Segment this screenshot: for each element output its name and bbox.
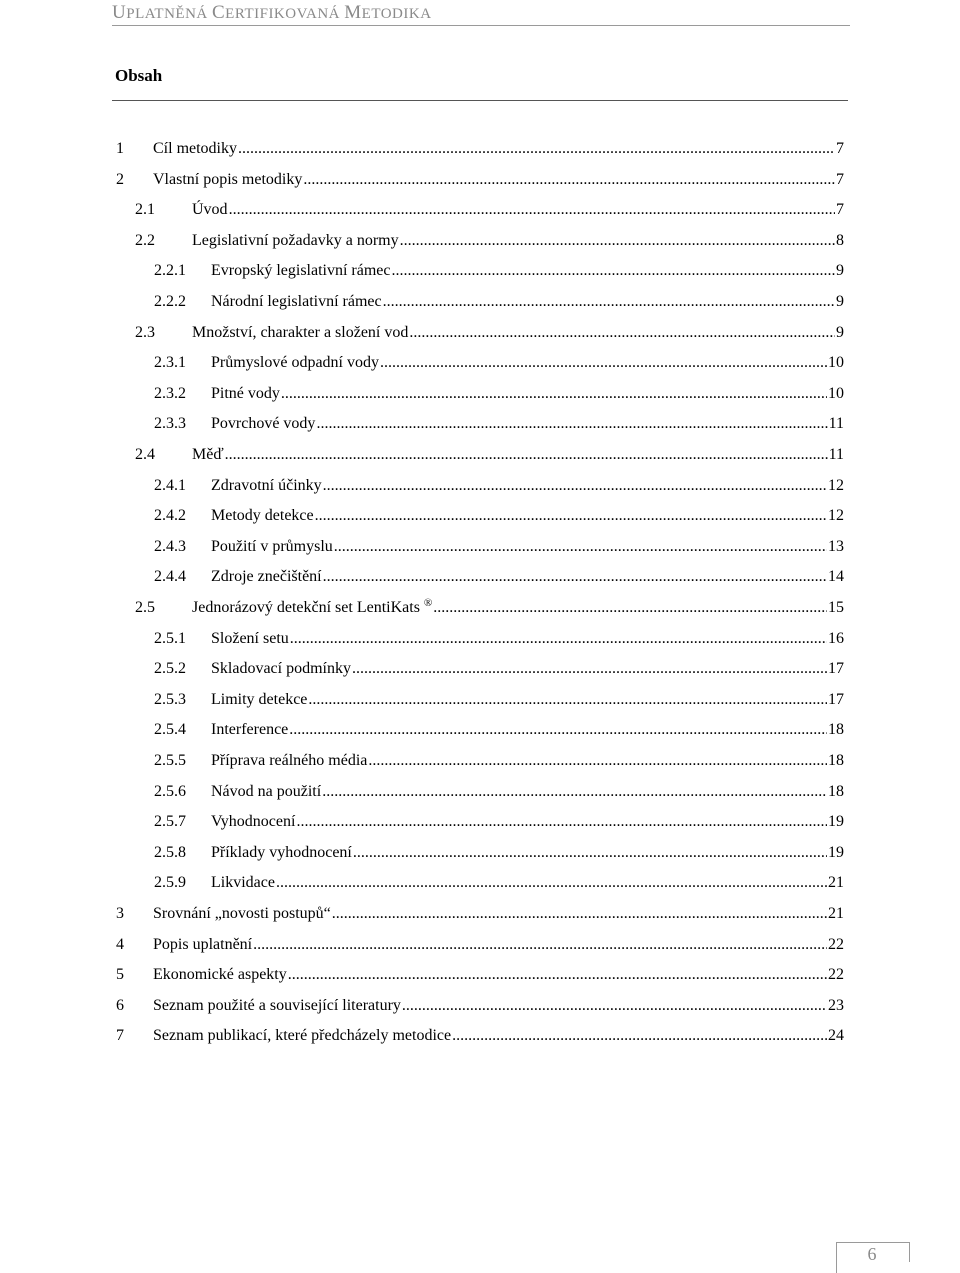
toc-entry-page: 7 (836, 140, 844, 157)
toc-entry-title (153, 168, 302, 192)
toc-entry-title-text: Interference (211, 721, 289, 739)
toc-entry-page: 9 (836, 293, 844, 310)
toc-entry-number: 2.5.2 (154, 660, 186, 678)
toc-leader-dots (308, 688, 827, 712)
toc-entry[interactable] (116, 1024, 844, 1048)
toc-entry-page: 10 (828, 354, 844, 372)
toc-entry-title-text: Vyhodnocení (211, 813, 296, 831)
toc-entry-title-text: Evropský legislativní rámec (211, 262, 391, 280)
toc-entry-number: 2.4.3 (154, 537, 186, 555)
toc-entry-title (211, 412, 315, 436)
running-header (112, 0, 432, 26)
toc-entry-title (211, 382, 280, 406)
toc-entry-title (153, 1024, 451, 1048)
toc-entry-title (211, 535, 333, 559)
toc-leader-dots (392, 259, 835, 283)
toc-leader-dots (380, 351, 827, 375)
toc-leader-dots (452, 1024, 827, 1048)
toc-entry-number: 2.1 (135, 201, 155, 219)
toc-entry-title (211, 718, 288, 742)
toc-entry-number: 2.5.9 (154, 874, 186, 892)
toc-entry[interactable] (154, 688, 844, 712)
toc-entry[interactable] (154, 810, 844, 834)
toc-entry[interactable] (154, 841, 844, 865)
toc-entry-title (211, 627, 289, 651)
toc-entry-title-text: Návod na použití (211, 782, 322, 800)
toc-entry-page: 16 (828, 629, 844, 647)
toc-entry-page: 21 (828, 905, 844, 922)
toc-entry-page: 19 (828, 813, 844, 831)
toc-entry-number: 2.5.4 (154, 721, 186, 739)
toc-entry-title-text: Likvidace (211, 874, 275, 892)
toc-entry-page: 11 (828, 415, 844, 433)
header-part-1: CERTIFIKOVANÁ (211, 2, 345, 23)
toc-entry-title-text: Úvod (192, 201, 228, 219)
toc-entry-page: 7 (836, 170, 844, 188)
toc-entry[interactable] (116, 963, 844, 987)
toc-entry-number: 2 (116, 170, 124, 188)
toc-leader-dots (316, 412, 827, 436)
toc-entry-number: 2.3 (135, 323, 155, 341)
toc-entry-title-text: Seznam publikací, které předcházely metodice (153, 1027, 452, 1045)
toc-entry-number: 2.5.5 (154, 752, 186, 769)
toc-entry-title-text: Množství, charakter a složení vod (192, 323, 409, 341)
toc-entry[interactable] (154, 290, 844, 314)
toc-entry[interactable] (154, 474, 844, 498)
toc-leader-dots (402, 994, 827, 1018)
toc-leader-dots (332, 902, 827, 926)
toc-leader-dots (352, 657, 827, 681)
toc-entry[interactable] (116, 933, 844, 957)
toc-entry-title (211, 474, 322, 498)
toc-entry-title (153, 963, 287, 987)
toc-entry-number: 2.2.1 (154, 262, 186, 280)
toc-entry[interactable] (116, 137, 844, 161)
toc-leader-dots (238, 137, 835, 161)
toc-leader-dots (229, 198, 835, 222)
toc-leader-dots (322, 780, 827, 804)
toc-entry-page: 18 (828, 782, 844, 800)
toc-leader-dots (323, 474, 827, 498)
toc-entry-number: 2.5 (135, 599, 155, 616)
toc-entry-page: 18 (828, 721, 844, 739)
toc-entry-title (153, 994, 401, 1018)
toc-entry-title-text: Vlastní popis metodiky (153, 170, 303, 188)
toc-entry-title-text: Pitné vody (211, 384, 280, 402)
toc-entry-title (153, 933, 252, 957)
toc-entry-title-text: Seznam použité a související literatury (153, 996, 401, 1014)
toc-leader-dots (383, 290, 835, 314)
toc-leader-dots (334, 535, 827, 559)
toc-entry[interactable] (154, 382, 844, 406)
toc-entry-title-text: Jednorázový detekční set LentiKats (192, 599, 420, 616)
toc-entry[interactable] (116, 994, 844, 1018)
toc-entry[interactable] (135, 229, 844, 253)
toc-entry-page: 12 (828, 476, 844, 494)
toc-entry-title (211, 780, 321, 804)
toc-leader-dots (225, 443, 828, 467)
toc-entry-title (211, 290, 382, 314)
toc-entry-number: 5 (116, 966, 124, 984)
toc-entry-page: 13 (828, 537, 844, 555)
toc-entry[interactable] (154, 871, 844, 895)
toc-entry-title-text: Měď (192, 446, 224, 463)
toc-entry-page: 7 (836, 201, 844, 219)
toc-entry-page: 9 (836, 323, 844, 341)
toc-entry-title-text: Příprava reálného média (211, 752, 368, 769)
toc-entry[interactable] (154, 259, 844, 283)
toc-leader-dots (253, 933, 827, 957)
heading-rule (112, 100, 848, 101)
toc-entry[interactable] (135, 321, 844, 345)
toc-entry-page: 11 (828, 446, 844, 463)
toc-entry-number: 6 (116, 996, 124, 1014)
toc-entry-number: 2.5.6 (154, 782, 186, 800)
toc-entry-page: 24 (828, 1027, 844, 1045)
toc-entry-title (211, 841, 352, 865)
toc-leader-dots (353, 841, 827, 865)
toc-entry[interactable] (154, 749, 844, 773)
toc-entry[interactable] (154, 535, 844, 559)
toc-entry-title (211, 657, 351, 681)
toc-entry-page: 18 (828, 752, 844, 769)
toc-entry-page: 10 (828, 384, 844, 402)
toc-entry-title (211, 351, 379, 375)
toc-entry-title-text: Metody detekce (211, 507, 314, 525)
toc-entry[interactable] (135, 596, 844, 620)
toc-entry-title (153, 137, 237, 161)
toc-entry-number: 1 (116, 140, 124, 157)
toc-leader-dots (315, 504, 827, 528)
toc-leader-dots (288, 963, 827, 987)
toc-entry-number: 2.2 (135, 231, 155, 249)
toc-entry-title-text: Legislativní požadavky a normy (192, 231, 399, 249)
toc-entry[interactable] (154, 780, 844, 804)
toc-entry-title-text: Ekonomické aspekty (153, 966, 287, 984)
toc-entry-title (153, 902, 331, 926)
toc-entry-title-text: Zdroje znečištění (211, 568, 322, 586)
toc-entry-title (211, 749, 367, 773)
toc-entry-number: 2.4.2 (154, 507, 186, 525)
toc-entry-title (211, 688, 307, 712)
toc-leader-dots (296, 810, 827, 834)
toc-entry-page: 17 (828, 690, 844, 708)
toc-leader-dots (433, 596, 827, 620)
toc-entry-title-text: Popis uplatnění (153, 935, 253, 953)
toc-entry-title (192, 443, 224, 467)
registered-mark: ® (423, 596, 433, 609)
toc-leader-dots (289, 718, 827, 742)
toc-heading: Obsah (115, 66, 163, 85)
toc-entry-title (211, 565, 322, 589)
toc-entry[interactable] (154, 718, 844, 742)
toc-entry-title-text: Průmyslové odpadní vody (211, 354, 379, 372)
header-rule (112, 25, 850, 26)
toc-entry-page: 17 (828, 660, 844, 678)
toc-entry-number: 2.3.1 (154, 354, 186, 372)
toc-entry-number: 2.2.2 (154, 293, 186, 310)
toc-leader-dots (400, 229, 835, 253)
toc-entry-page: 23 (828, 996, 844, 1014)
toc-entry-title (211, 504, 314, 528)
toc-entry-title (192, 321, 408, 345)
toc-entry-title-text: Příklady vyhodnocení (211, 843, 352, 861)
toc-leader-dots (368, 749, 827, 773)
toc-entry[interactable] (154, 351, 844, 375)
toc-entry-title-text: Cíl metodiky (153, 140, 237, 157)
toc-entry-page: 22 (828, 966, 844, 984)
toc-entry[interactable] (154, 657, 844, 681)
toc-entry[interactable] (154, 565, 844, 589)
toc-entry-title (211, 871, 275, 895)
toc-entry-number: 2.4.4 (154, 568, 186, 586)
header-part-0: UPLATNĚNÁ (112, 2, 212, 23)
toc-entry-number: 2.4 (135, 446, 155, 463)
toc-entry[interactable] (154, 412, 844, 436)
toc-entry-title-text: Limity detekce (211, 690, 308, 708)
toc-entry[interactable] (154, 504, 844, 528)
toc-entry-title (192, 596, 432, 620)
toc-leader-dots (323, 565, 827, 589)
toc-entry-page: 8 (836, 231, 844, 249)
toc-entry-title (192, 198, 228, 222)
page-number: 6 (867, 1244, 877, 1264)
toc-entry[interactable] (116, 902, 844, 926)
toc-entry-number: 4 (116, 935, 124, 953)
toc-entry-page: 22 (828, 935, 844, 953)
toc-entry-title (192, 229, 399, 253)
toc-entry-title-text: Složení setu (211, 629, 289, 647)
toc-entry[interactable] (116, 168, 844, 192)
toc-leader-dots (303, 168, 835, 192)
toc-leader-dots (290, 627, 827, 651)
toc-entry-title-text: Zdravotní účinky (211, 476, 322, 494)
toc-entry-title-text: Povrchové vody (211, 415, 316, 433)
toc-entry-number: 7 (116, 1027, 124, 1045)
toc-entry-title (211, 259, 391, 283)
toc-entry-number: 2.3.2 (154, 384, 186, 402)
toc-entry-number: 2.5.7 (154, 813, 186, 831)
toc-entry-page: 9 (836, 262, 844, 280)
toc-entry-page: 15 (828, 599, 844, 616)
toc-entry-page: 19 (828, 843, 844, 861)
toc-entry-title (211, 810, 295, 834)
toc-leader-dots (281, 382, 827, 406)
toc-entry-number: 2.4.1 (154, 476, 186, 494)
toc-leader-dots (409, 321, 835, 345)
toc-entry-page: 21 (828, 874, 844, 892)
toc-leader-dots (276, 871, 827, 895)
toc-entry-title-text: Použití v průmyslu (211, 537, 333, 555)
toc-entry-page: 14 (828, 568, 844, 586)
toc-entry-title-text: Národní legislativní rámec (211, 293, 382, 310)
toc-entry-page: 12 (828, 507, 844, 525)
toc-entry-number: 2.3.3 (154, 415, 186, 433)
toc-entry-number: 2.5.3 (154, 690, 186, 708)
toc-entry-number: 3 (116, 905, 124, 922)
toc-entry-title-text: Skladovací podmínky (211, 660, 351, 678)
toc-entry-number: 2.5.1 (154, 629, 186, 647)
header-part-2: METODIKA (344, 2, 432, 23)
toc-entry[interactable] (135, 198, 844, 222)
toc-entry[interactable] (135, 443, 844, 467)
toc-entry[interactable] (154, 627, 844, 651)
toc-entry-title-text: Srovnání „novosti postupů“ (153, 905, 331, 922)
toc-entry-number: 2.5.8 (154, 843, 186, 861)
